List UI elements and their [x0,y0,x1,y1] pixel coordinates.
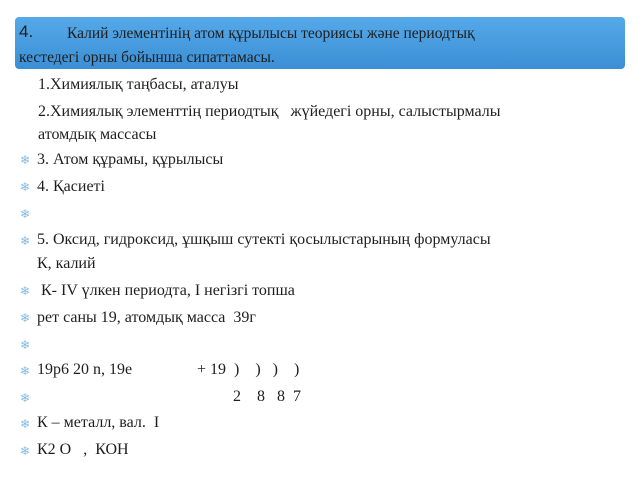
line-2a: 2.Химиялық элементтің периодтық жүйедегі орны, салыстырмалы [38,103,501,120]
snowflake-bullet-icon: ❄ [20,364,31,378]
line-7: рет саны 19, атомдық масса 39г [37,309,256,326]
title-line-2: кестедегі орны бойынша сипаттамасы. [19,49,275,66]
snowflake-bullet-icon: ❄ [20,207,31,221]
line-2b: атомдық массасы [38,126,157,143]
line-8b: + 19 ) ) ) ) [197,361,300,378]
snowflake-bullet-icon: ❄ [20,417,31,431]
snowflake-bullet-icon: ❄ [20,391,31,405]
title-line-1: Калий элементінің атом құрылысы теориясы және периодтық [67,25,475,42]
snowflake-bullet-icon: ❄ [20,180,31,194]
line-9: 2 8 8 7 [233,388,301,405]
line-5b: К, калий [37,255,96,272]
line-4: 4. Қасиеті [37,178,105,195]
snowflake-bullet-icon: ❄ [20,338,31,352]
line-5a: 5. Оксид, гидроксид, ұшқыш сутекті қосылыстарының формуласы [37,231,491,248]
snowflake-bullet-icon: ❄ [20,153,31,167]
snowflake-bullet-icon: ❄ [20,311,31,325]
line-6: К- IV үлкен периодта, I негізгі топша [37,282,295,299]
line-11: К2 О , КОН [37,441,129,458]
snowflake-bullet-icon: ❄ [20,234,31,248]
line-10: К – металл, вал. I [37,414,160,431]
line-8a: 19р6 20 n, 19е [37,361,133,378]
line-3: 3. Атом құрамы, құрылысы [37,151,224,168]
snowflake-bullet-icon: ❄ [20,444,31,458]
line-1: 1.Химиялық таңбасы, аталуы [38,76,239,93]
title-number: 4. [19,22,34,41]
snowflake-bullet-icon: ❄ [20,284,31,298]
